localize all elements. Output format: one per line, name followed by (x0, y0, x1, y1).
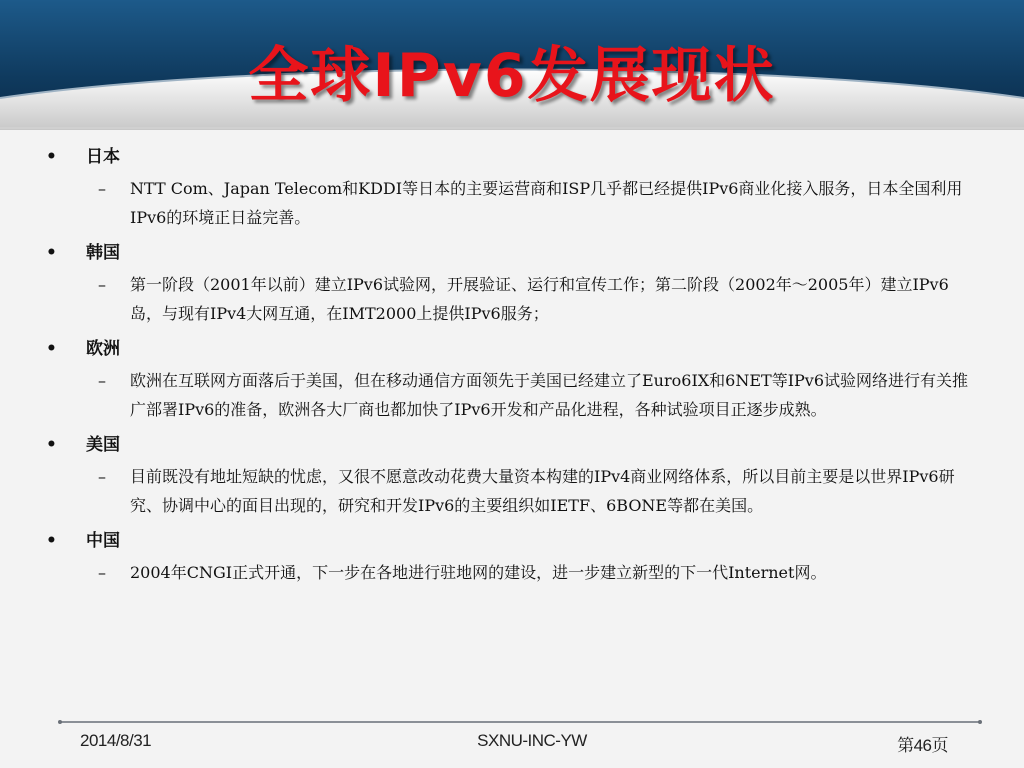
bullet-section-china (40, 524, 970, 587)
bullet-body-text: 2004年CNGI正式开通，下一步在各地进行驻地网的建设，进一步建立新型的下一代Internet网。 (130, 563, 827, 582)
bullet-body-text: 欧洲在互联网方面落后于美国，但在移动通信方面领先于美国已经建立了Euro6IX和6NET等IPv6试验网络进行有关推广部署IPv6的准备，欧洲各大厂商也都加快了IPv6开发和产品化进程，各种试验项目正逐步成熟。 (130, 371, 968, 419)
bullet-dot: • (46, 147, 57, 167)
bullet-dot: • (46, 435, 57, 455)
footer-page-number: 第46页 (897, 736, 948, 755)
footer-center-text: SXNU-INC-YW (477, 731, 587, 750)
dash-marker: – (98, 371, 106, 390)
bullet-heading: 韩国 (86, 243, 120, 263)
footer-date: 2014/8/31 (80, 731, 152, 750)
bullet-body-text: 目前既没有地址短缺的忧虑，又很不愿意改动花费大量资本构建的IPv4商业网络体系，所以目前主要是以世界IPv6研究、协调中心的面目出现的，研究和开发IPv6的主要组织如IETF、6BONE等都在美国。 (130, 467, 955, 515)
dash-marker: – (98, 275, 106, 294)
dash-marker: – (98, 563, 106, 582)
bullet-heading: 中国 (86, 531, 120, 551)
bullet-dot: • (46, 531, 57, 551)
bullet-section-usa (40, 428, 970, 520)
slide-header (0, 0, 1024, 130)
dash-marker: – (98, 467, 106, 486)
bullet-heading: 美国 (86, 435, 120, 455)
bullet-heading: 欧洲 (86, 339, 120, 359)
bullet-body-text: NTT Com、Japan Telecom和KDDI等日本的主要运营商和ISP几乎都已经提供IPv6商业化接入服务，日本全国利用IPv6的环境正日益完善。 (130, 179, 963, 227)
slide-title: 全球IPv6发展现状 (248, 41, 776, 111)
bullet-dot: • (46, 243, 57, 263)
slide-content (40, 140, 970, 591)
bullet-body-text: 第一阶段（2001年以前）建立IPv6试验网，开展验证、运行和宣传工作；第二阶段（2002年～2005年）建立IPv6岛，与现有IPv4大网互通，在IMT2000上提供IPv6服务； (130, 275, 949, 323)
dash-marker: – (98, 179, 106, 198)
bullet-dot: • (46, 339, 57, 359)
bullet-section-japan (40, 140, 970, 232)
footer-divider (58, 720, 982, 724)
bullet-section-europe (40, 332, 970, 424)
bullet-section-korea (40, 236, 970, 328)
bullet-heading: 日本 (86, 147, 120, 167)
